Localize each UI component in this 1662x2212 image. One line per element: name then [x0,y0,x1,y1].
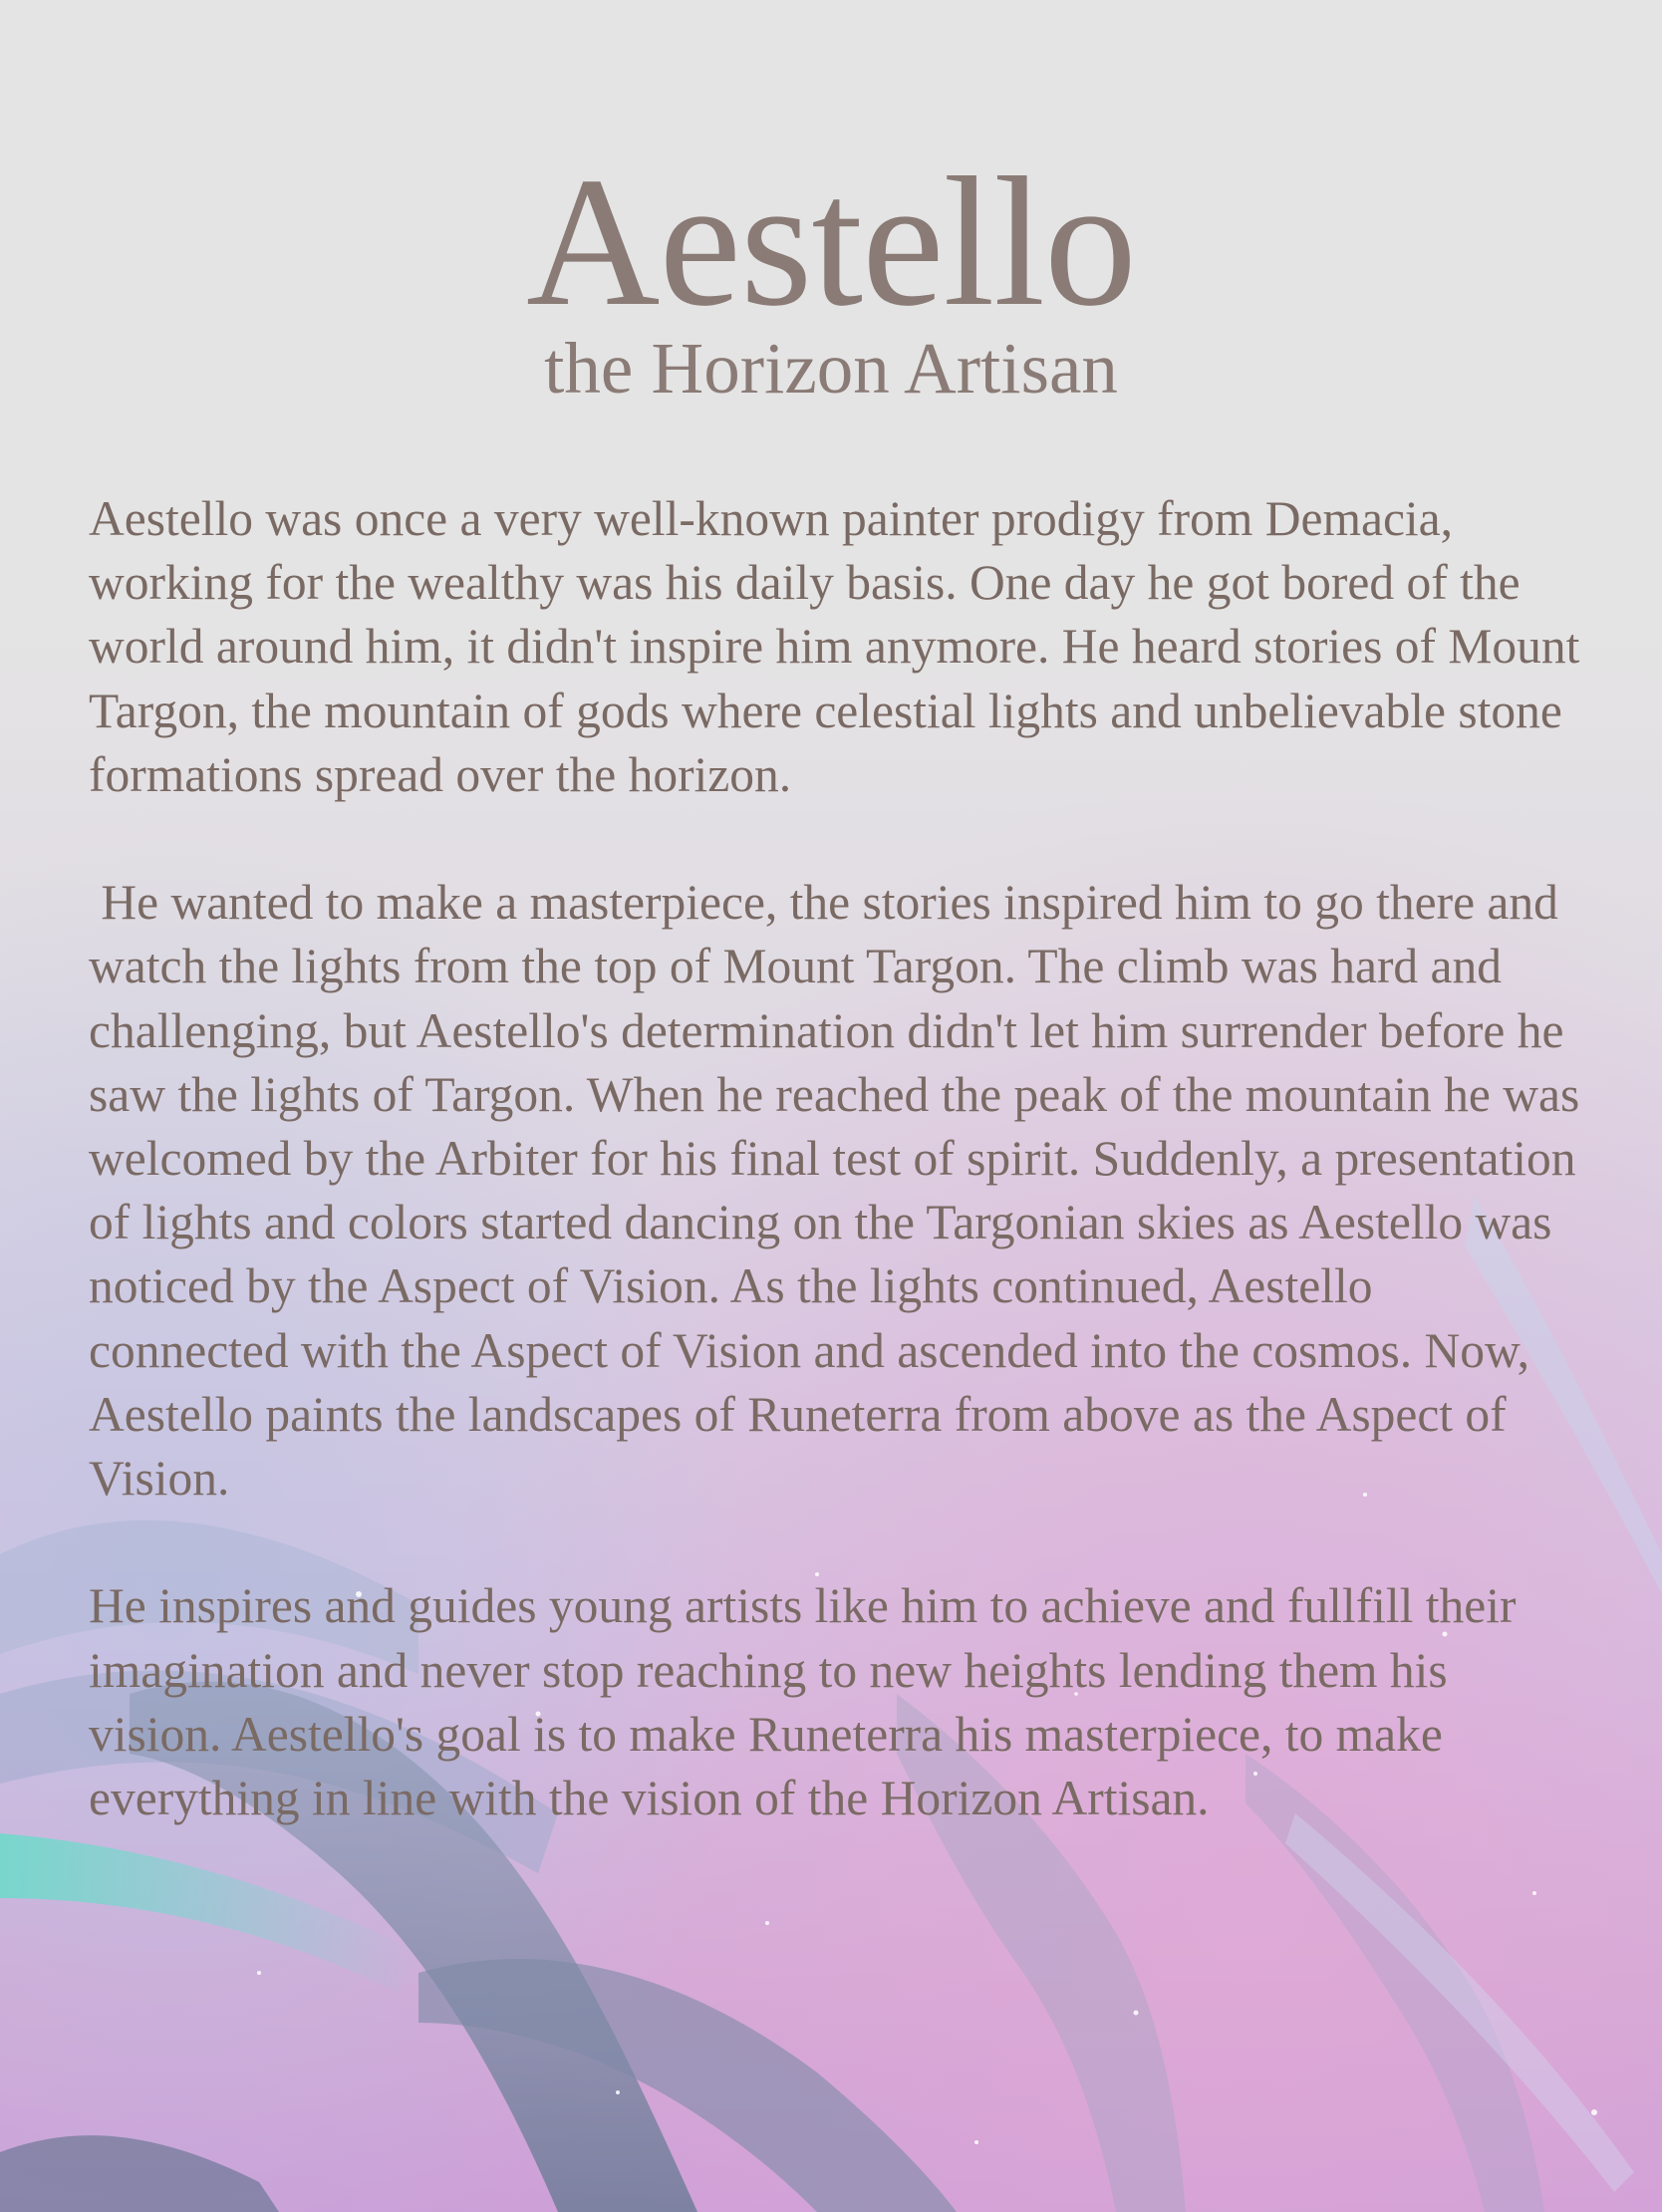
lore-paragraph-2: He wanted to make a masterpiece, the stories inspired him to go there and watch the lights from the top of Mount Targon. The climb was hard and challenging, but Aestello's determination didn't let him surrender before he saw the lights of Targon. When he reached the peak of the mountain he was welcomed by the Arbiter for his final test of spirit. Suddenly, a presentation of lights and colors started dancing on the Targonian skies as Aestello was noticed by the Aspect of Vision. As the lights continued, Aestello connected with the Aspect of Vision and ascended into the cosmos. Now, Aestello paints the landscapes of Runeterra from above as the Aspect of Vision. [89,875,1592,1507]
page-subtitle: the Horizon Artisan [544,328,1118,409]
page-title: Aestello [526,139,1136,345]
lore-paragraph-3: He inspires and guides young artists like him to achieve and fullfill their imagination and never stop reaching to new heights lending them his vision. Aestello's goal is to make Runeterra his masterpiece, to make everything in line with the vision of the Horizon Artisan. [89,1578,1517,1826]
lore-paragraph-1: Aestello was once a very well-known painter prodigy from Demacia, working for the wealthy was his daily basis. One day he got bored of the world around him, it didn't inspire him anymore. He heard stories of Mount Targon, the mountain of gods where celestial lights and unbelievable stone formations spread over the horizon. [89,491,1580,802]
lore-body [89,487,1592,1830]
